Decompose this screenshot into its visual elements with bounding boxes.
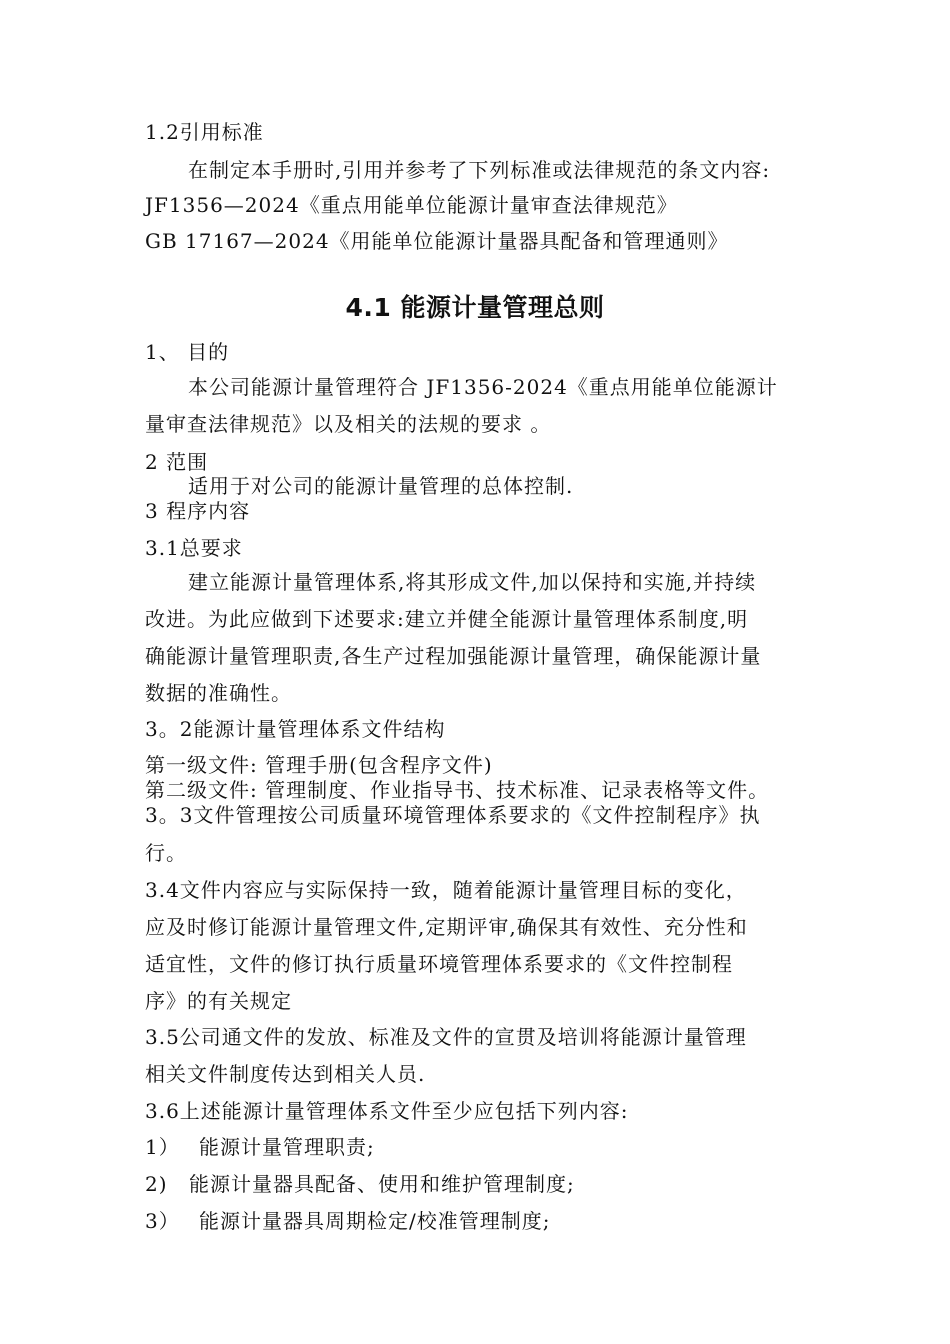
reference-intro: 在制定本手册时,引用并参考了下列标准或法律规范的条文内容: (188, 158, 771, 182)
section-title-1-2: 1.2引用标准 (145, 120, 264, 144)
list-item-text: 能源计量管理职责; (199, 1135, 375, 1159)
document-level-line: 第一级文件: 管理手册(包含程序文件) (145, 753, 493, 777)
paragraph-line: 3.5公司通文件的发放、标准及文件的宣贯及培训将能源计量管理 (145, 1025, 747, 1049)
list-item (145, 1209, 550, 1233)
paragraph-line: 适宜性，文件的修订执行质量环境管理体系要求的《文件控制程 (145, 952, 733, 976)
paragraph-line: 3.4文件内容应与实际保持一致，随着能源计量管理目标的变化， (145, 878, 747, 902)
list-item-number: 2) (145, 1172, 168, 1196)
purpose-text-line: 本公司能源计量管理符合 JF1356-2024《重点用能单位能源计 (188, 375, 778, 399)
paragraph-line: 相关文件制度传达到相关人员. (145, 1062, 426, 1086)
document-level-line: 第二级文件: 管理制度、作业指导书、技术标准、记录表格等文件。 (145, 778, 770, 802)
list-item (145, 1172, 575, 1196)
paragraph-line: 数据的准确性。 (145, 681, 292, 705)
list-item-text: 能源计量器具周期检定/校准管理制度; (199, 1209, 551, 1233)
section-title-3-1: 3.1总要求 (145, 536, 243, 560)
paragraph-line: 3。3文件管理按公司质量环境管理体系要求的《文件控制程序》执 (145, 803, 761, 827)
purpose-title: 1、 目的 (145, 340, 230, 364)
section-title-3-6: 3.6上述能源计量管理体系文件至少应包括下列内容: (145, 1099, 629, 1123)
purpose-text-line: 量审查法律规范》以及相关的法规的要求 。 (145, 412, 552, 436)
scope-text: 适用于对公司的能源计量管理的总体控制. (188, 474, 574, 498)
list-item (145, 1135, 375, 1159)
chapter-heading: 4.1 能源计量管理总则 (345, 293, 605, 322)
paragraph-line: 改进。为此应做到下述要求:建立并健全能源计量管理体系制度,明 (145, 607, 749, 631)
paragraph-line: 确能源计量管理职责,各生产过程加强能源计量管理，确保能源计量 (145, 644, 762, 668)
procedure-title: 3 程序内容 (145, 499, 251, 523)
paragraph-line: 建立能源计量管理体系,将其形成文件,加以保持和实施,并持续 (188, 570, 757, 594)
reference-item: GB 17167—2024《用能单位能源计量器具配备和管理通则》 (145, 229, 729, 253)
scope-title: 2 范围 (145, 450, 209, 474)
reference-item: JF1356—2024《重点用能单位能源计量审查法律规范》 (145, 193, 678, 217)
list-item-number: 1） (145, 1135, 180, 1159)
paragraph-line: 行。 (145, 841, 187, 865)
paragraph-line: 序》的有关规定 (145, 989, 292, 1013)
list-item-number: 3） (145, 1209, 180, 1233)
section-title-3-2: 3。2能源计量管理体系文件结构 (145, 717, 446, 741)
paragraph-line: 应及时修订能源计量管理文件,定期评审,确保其有效性、充分性和 (145, 915, 748, 939)
list-item-text: 能源计量器具配备、使用和维护管理制度; (189, 1172, 575, 1196)
